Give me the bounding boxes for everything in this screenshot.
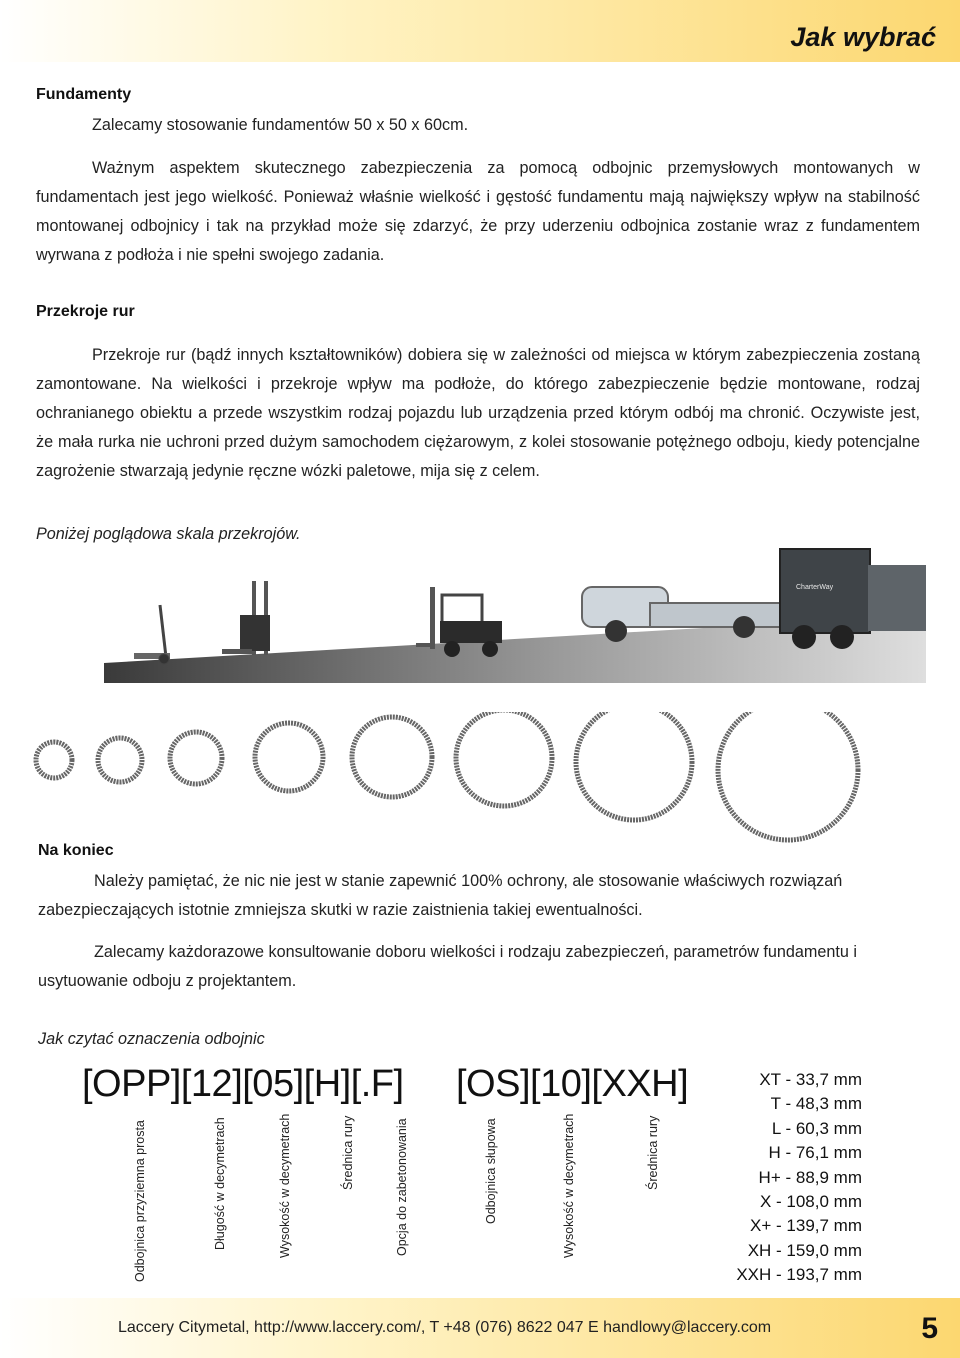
foundations-heading: Fundamenty — [36, 86, 132, 103]
code-example-2: [OS][10][XXH] — [456, 1063, 689, 1105]
electric-stacker — [222, 581, 270, 655]
pipes-heading: Przekroje rur — [36, 303, 135, 320]
label-dlugosc: Długość w decymetrach — [213, 1117, 227, 1250]
size-item: L - 60,3 mm — [771, 1118, 862, 1138]
page-number: 5 — [921, 1312, 938, 1345]
size-item: H - 76,1 mm — [768, 1143, 862, 1163]
size-item: H+ - 88,9 mm — [758, 1167, 862, 1187]
code-example-1: [OPP][12][05][H][.F] — [82, 1063, 404, 1105]
vehicles-illustration — [104, 545, 926, 683]
pipe-section-8 — [718, 712, 858, 840]
finally-paragraph-1: Należy pamiętać, że nic nie jest w stanie zapewnić 100% ochrony, ale stosowanie właściwych rozwiązań zabezpieczających istotnie zmniejsza skutki w razie zaistnienia takiej ewentualności. — [38, 872, 843, 919]
label-odbojnica-slupowa: Odbojnica słupowa — [484, 1118, 498, 1224]
foundations-paragraph: Ważnym aspektem skutecznego zabezpieczenia za pomocą odbojnic przemysłowych montowanych w fundamentach jest jego wielkość. Ponieważ właśnie wielkość i gęstość fundamentu mają największy wpływ na stabilność montowanej odbojnicy i tak na przykład może się zdarzyć, że przy uderzeniu odbojnica zostanie wraz z fundamentem wyrwana z podłoża i nie spełni swojego zadania. — [36, 159, 920, 264]
pipe-size-list — [700, 1068, 862, 1288]
label-wysokosc-2: Wysokość w decymetrach — [562, 1113, 576, 1258]
codes-heading: Jak czytać oznaczenia odbojnic — [38, 1030, 265, 1048]
label-srednica-1: Średnica rury — [341, 1115, 355, 1190]
foundations-recommendation: Zalecamy stosowanie fundamentów 50 x 50 x 60cm. — [92, 116, 469, 134]
pipe-section-6 — [456, 712, 552, 806]
size-item: X+ - 139,7 mm — [750, 1216, 862, 1236]
pipe-section-7 — [576, 712, 692, 820]
scale-caption: Poniżej poglądowa skala przekrojów. — [36, 525, 301, 543]
pipe-section-1 — [36, 742, 72, 778]
pipe-cross-sections — [30, 712, 900, 852]
label-odbojnica-przyziemna: Odbojnica przyziemna prosta — [133, 1120, 147, 1282]
label-wysokosc-1: Wysokość w decymetrach — [278, 1113, 292, 1258]
label-srednica-2: Średnica rury — [646, 1115, 660, 1190]
size-item: X - 108,0 mm — [759, 1192, 862, 1212]
pipe-section-3 — [170, 732, 222, 784]
finally-heading: Na koniec — [38, 842, 114, 859]
truck-logo: CharterWay — [796, 584, 834, 591]
size-item: T - 48,3 mm — [770, 1094, 862, 1114]
size-item: XT - 33,7 mm — [759, 1070, 862, 1089]
footer-contact: Laccery Citymetal, http://www.laccery.com/, T +48 (076) 8622 047 E handlowy@laccery.com — [118, 1319, 772, 1336]
page-title: Jak wybrać — [790, 22, 936, 52]
pipe-section-2 — [98, 738, 142, 782]
size-item: XH - 159,0 mm — [747, 1240, 862, 1260]
pipe-section-5 — [352, 717, 432, 797]
finally-paragraph-2: Zalecamy każdorazowe konsultowanie doboru wielkości i rodzaju zabezpieczeń, parametrów fundamentu i usytuowanie odboju z projektantem. — [38, 943, 858, 990]
size-item: XXH - 193,7 mm — [736, 1265, 862, 1285]
label-opcja-beton: Opcja do zabetonowania — [395, 1118, 409, 1256]
pipes-paragraph: Przekroje rur (bądź innych kształtowników) dobiera się w zależności od miejsca w którym zabezpieczenia zostaną zamontowane. Na wielkości i przekroje wpływ ma podłoże, do którego zabezpieczenie będzie montowane, rodzaj ochranianego obiektu a przede wszystkim rodzaj pojazdu lub urządzenia przed którym odbój ma chronić. Oczywiste jest, że mała rurka nie uchroni przed dużym samochodem ciężarowym, z kolei stosowanie potężnego odboju, kiedy potencjalne zagrożenie stwarzają jedynie ręczne wózki paletowe, mija się z celem. — [36, 346, 920, 480]
pipe-section-4 — [255, 723, 323, 791]
pallet-truck — [134, 605, 170, 664]
forklift — [416, 587, 502, 657]
